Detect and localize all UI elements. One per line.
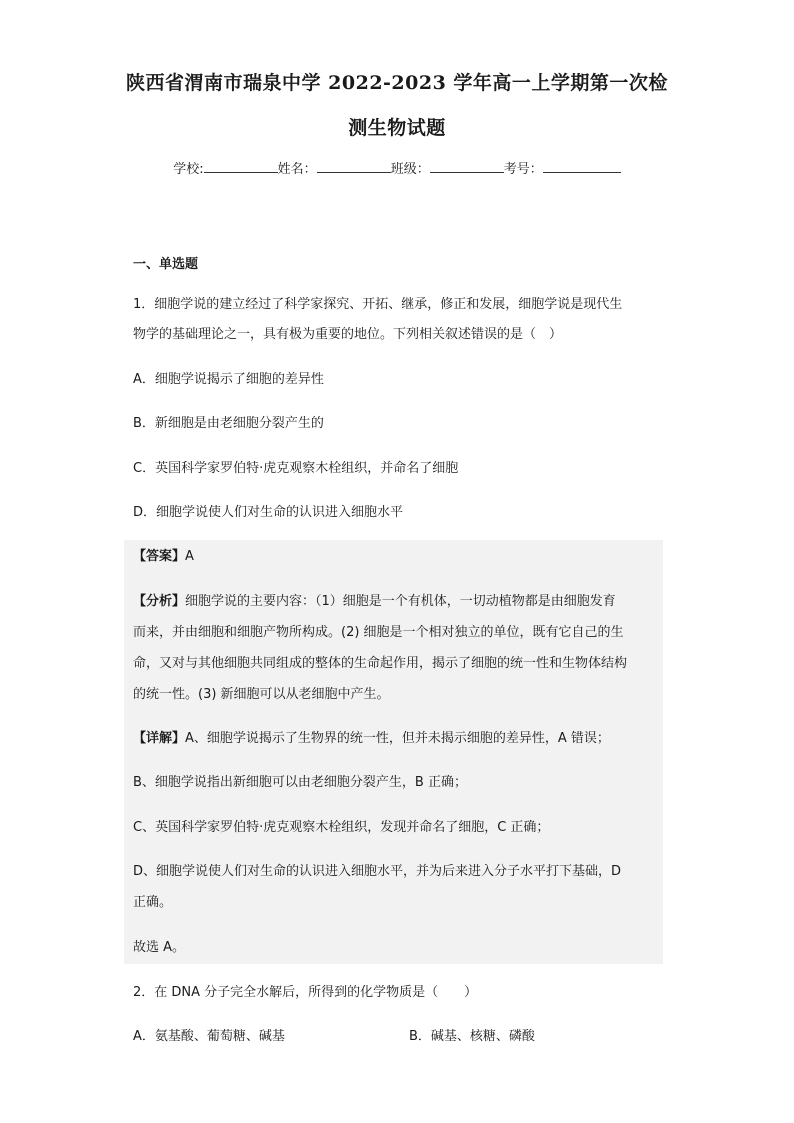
answer-label: 【答案】 [133, 549, 186, 564]
q2-option-a: A．氨基酸、葡萄糖、碱基 [133, 1029, 285, 1044]
q1-answer [133, 541, 663, 572]
q1-option-a: A．细胞学说揭示了细胞的差异性 [133, 372, 324, 387]
q2-stem: 2．在 DNA 分子完全水解后，所得到的化学物质是（ ） [133, 985, 478, 1000]
q1-analysis-line-2: 而来，并由细胞和细胞产物所构成。(2) 细胞是一个相对独立的单位，既有它自己的生 [133, 625, 624, 640]
analysis-text-1: 细胞学说的主要内容：（1）细胞是一个有机体，一切动植物都是由细胞发育 [185, 594, 616, 609]
document-title-line-2: 测生物试题 [348, 117, 446, 139]
q1-analysis-line-3: 命，又对与其他细胞共同组成的整体的生命起作用，揭示了细胞的统一性和生物体结构 [133, 656, 628, 671]
q1-option-d: D．细胞学说使人们对生命的认识进入细胞水平 [133, 505, 404, 520]
name-blank[interactable] [317, 160, 391, 173]
section-heading: 一、单选题 [133, 257, 199, 272]
document-title-line-1: 陕西省渭南市瑞泉中学 2022-2023 学年高一上学期第一次检 [126, 72, 668, 94]
answer-value: A [185, 549, 194, 564]
q1-detail-line-2: B、细胞学说指出新细胞可以由老细胞分裂产生，B 正确； [133, 775, 467, 790]
q1-option-b: B．新细胞是由老细胞分裂产生的 [133, 416, 324, 431]
analysis-label: 【分析】 [133, 594, 186, 609]
q1-analysis-line-4: 的统一性。(3) 新细胞可以从老细胞中产生。 [133, 687, 390, 702]
q1-analysis-line-1 [133, 586, 663, 617]
q1-stem-line-1: 1．细胞学说的建立经过了科学家探究、开拓、继承，修正和发展，细胞学说是现代生 [133, 297, 623, 312]
q1-detail-line-1 [133, 723, 663, 754]
q2-option-b: B．碱基、核糖、磷酸 [409, 1029, 535, 1044]
detail-label: 【详解】 [133, 731, 186, 746]
exam-number-label: 考号： [503, 162, 543, 177]
school-label: 学校: [173, 162, 204, 177]
exam-number-blank[interactable] [543, 160, 621, 173]
name-label: 姓名： [277, 162, 317, 177]
q1-detail-line-4: D、细胞学说使人们对生命的认识进入细胞水平，并为后来进入分子水平打下基础，D [133, 864, 622, 879]
q1-detail-line-5: 正确。 [133, 895, 173, 910]
student-info-line [0, 158, 794, 177]
q1-option-c: C．英国科学家罗伯特·虎克观察木栓组织，并命名了细胞 [133, 461, 459, 476]
class-blank[interactable] [430, 160, 504, 173]
detail-text-1: A、细胞学说揭示了生物界的统一性，但并未揭示细胞的差异性，A 错误； [185, 731, 610, 746]
q1-stem-line-2: 物学的基础理论之一，具有极为重要的地位。下列相关叙述错误的是（ ） [133, 327, 563, 342]
school-blank[interactable] [204, 160, 278, 173]
q1-detail-line-3: C、英国科学家罗伯特·虎克观察木栓组织，发现并命名了细胞，C 正确； [133, 820, 550, 835]
q1-conclusion: 故选 A。 [133, 940, 186, 955]
class-label: 班级： [390, 162, 430, 177]
